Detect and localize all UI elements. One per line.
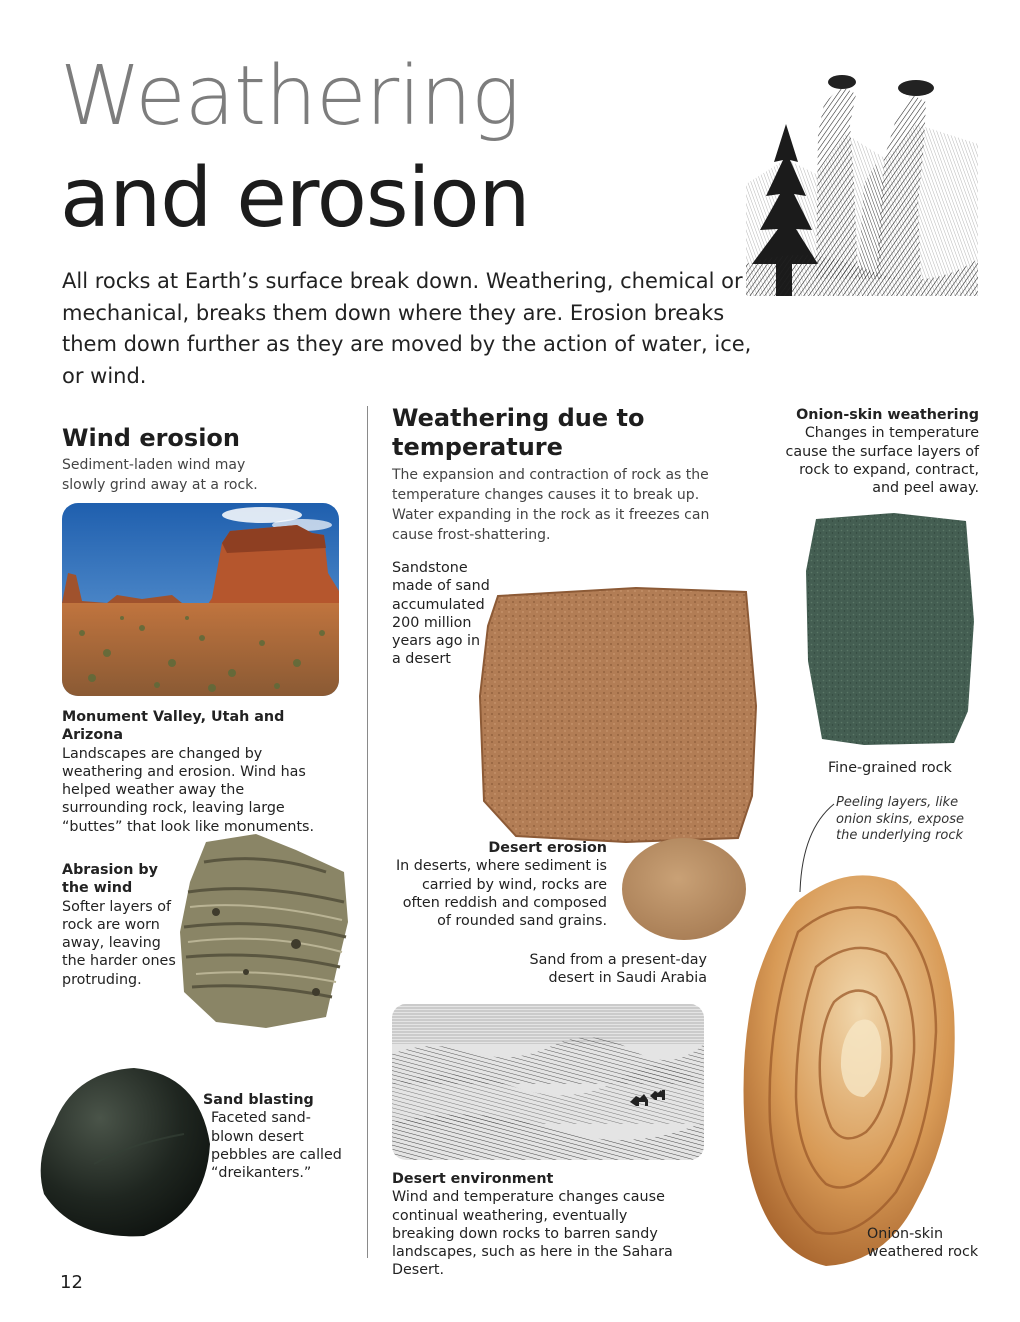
desert-environment-caption [392, 1170, 692, 1280]
sandstone-caption: Sandstone made of sand accumulated 200 million years ago in a desert [392, 560, 490, 668]
sahara-desert-engraving [392, 1004, 704, 1160]
onion-skin-caption [780, 406, 979, 497]
onion-skin-body: Changes in temperature cause the surface layers of rock to expand, contract, and peel away. [785, 425, 979, 497]
dreikanter-pebble-photo [34, 1064, 212, 1240]
desert-erosion-caption [392, 839, 607, 930]
wind-erosion-heading: Wind erosion [62, 424, 241, 452]
intro-paragraph: All rocks at Earth’s surface break down. Weathering, chemical or mechanical, breaks them down where they are. Erosion breaks them down further as they are moved by the action of water, ice, or wind. [62, 269, 752, 388]
sandstone-photo [476, 586, 758, 844]
desert-sand-photo [620, 836, 748, 942]
page-title-bold: and erosion [60, 151, 530, 246]
wind-erosion-subtitle: Sediment-laden wind may slowly grind away at a rock. [62, 457, 258, 493]
sand-blasting-title: Sand blasting [203, 1092, 314, 1108]
fine-grained-label: Fine-grained rock [828, 760, 952, 776]
abrasion-title: Abrasion by the wind [62, 862, 158, 897]
desert-erosion-title: Desert erosion [488, 840, 607, 856]
abrasion-caption [62, 861, 180, 989]
onion-skin-rock-photo [736, 862, 960, 1270]
onion-skin-title: Onion-skin weathering [796, 407, 979, 423]
page-number: 12 [60, 1272, 83, 1293]
saudi-sand-caption: Sand from a present-day desert in Saudi Arabia [529, 952, 707, 987]
temperature-heading: Weathering due to temperature [392, 404, 645, 461]
peeling-layers-label: Peeling layers, like onion skins, expose the underlying rock [836, 795, 964, 843]
temperature-subtitle: The expansion and contraction of rock as the temperature changes causes it to break up. Water expanding in the rock as it freezes can cause frost-shattering. [392, 467, 710, 543]
sand-blasting-body: Faceted sand-blown desert pebbles are called “dreikanters.” [211, 1110, 342, 1182]
desert-environment-body: Wind and temperature changes cause continual weathering, eventually breaking down rocks to barren sandy landscapes, such as here in the Sahara Desert. [392, 1189, 673, 1279]
onion-skin-rock-label: Onion-skin weathered rock [867, 1226, 979, 1261]
monument-valley-title: Monument Valley, Utah and Arizona [62, 709, 285, 744]
abraded-rock-photo [176, 832, 352, 1030]
monument-valley-body: Landscapes are changed by weathering and erosion. Wind has helped weather away the surrounding rock, leaving large “buttes” that look like monuments. [62, 745, 315, 835]
column-divider [367, 406, 368, 1258]
rock-pillars-engraving [746, 64, 978, 296]
monument-valley-caption [62, 708, 332, 836]
desert-erosion-body: In deserts, where sediment is carried by wind, rocks are often reddish and composed of rounded sand grains. [395, 858, 607, 930]
fine-grained-rock-photo [804, 511, 976, 747]
abrasion-body: Softer layers of rock are worn away, leaving the harder ones protruding. [62, 898, 176, 988]
desert-environment-title: Desert environment [392, 1171, 554, 1187]
page-title-light: Weathering [60, 49, 520, 144]
sand-blasting-caption [203, 1091, 353, 1182]
monument-valley-photo [62, 503, 339, 696]
